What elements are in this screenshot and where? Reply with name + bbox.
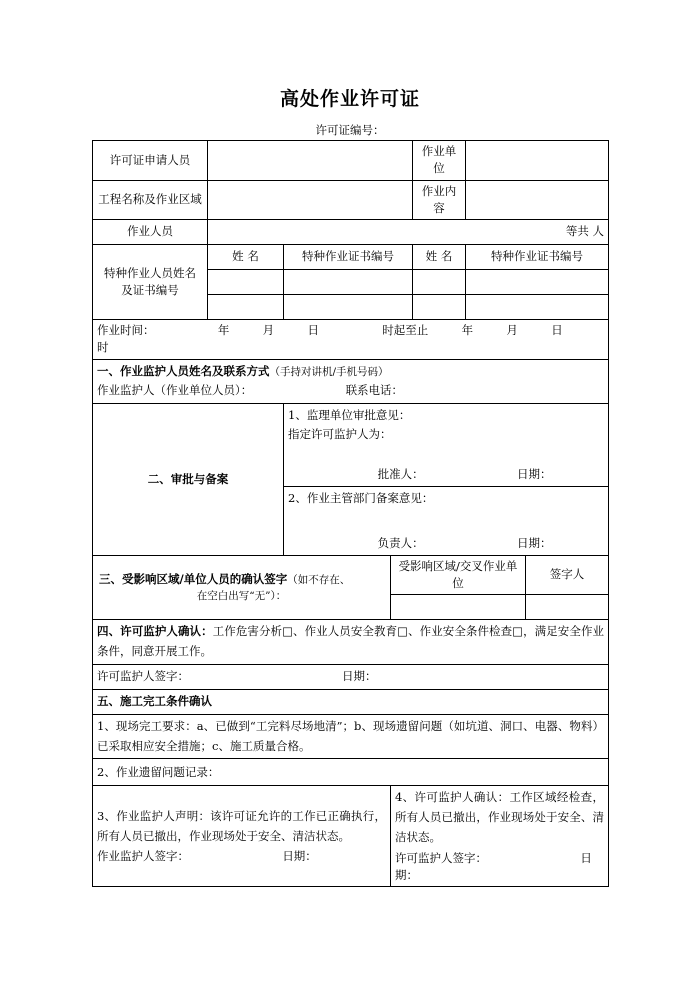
section-one-heading: 一、作业监护人员姓名及联系方式 [97, 363, 270, 378]
special-personnel-label [93, 245, 208, 320]
section-three-signer-value[interactable] [526, 595, 609, 620]
section-two-item2-signature-row[interactable] [288, 509, 604, 553]
special-cert-r1-c2[interactable] [466, 270, 609, 295]
section-one-heading-row [97, 362, 604, 382]
work-time-row[interactable] [93, 320, 609, 360]
section-five-title: 五、施工完工条件确认 [93, 689, 609, 714]
section-five-item1-text: 1、现场完工要求：a、已做到“工完料尽场地清”；b、现场遗留问题（如坑道、洞口、电器、物料）已采取相应安全措施；c、施工质量合格。 [97, 718, 604, 753]
section-four-cell [93, 620, 609, 665]
section-five-item3-cell [93, 786, 391, 887]
special-cert-r2-c1[interactable] [284, 295, 413, 320]
section-four-body[interactable]: 工作危害分析□、作业人员安全教育□、作业安全条件检查□，满足安全作业条件，同意开展工作。 [97, 624, 605, 659]
table-row-section-five-item2 [93, 759, 609, 786]
section-two-item2-date-label: 日期： [516, 535, 552, 550]
section-two-item1-signature-row[interactable] [288, 444, 604, 484]
applicant-label: 许可证申请人员 [93, 141, 208, 181]
work-time-day-2: 日 [551, 323, 563, 337]
section-three-heading-line2: 在空白出写“无”）： [196, 589, 287, 602]
table-row-project [93, 180, 609, 220]
table-row-section-three-header [93, 555, 609, 595]
special-personnel-label-line1: 特种作业人员姓名 [104, 265, 196, 280]
special-header-cert-1: 特种作业证书编号 [284, 245, 413, 270]
special-name-r1-c2[interactable] [413, 270, 466, 295]
work-time-from-to: 时起至止 [382, 323, 429, 337]
work-time-hour-2: 时 [97, 340, 109, 355]
special-name-r2-c2[interactable] [413, 295, 466, 320]
table-row-section-one [93, 359, 609, 403]
special-name-r2-c1[interactable] [208, 295, 284, 320]
special-header-name-2: 姓 名 [413, 245, 466, 270]
section-four-text [97, 622, 604, 662]
section-five-item4-signature-label: 许可监护人签字： [395, 850, 487, 865]
work-time-day: 日 [307, 323, 319, 337]
section-two-approver-label: 批准人： [377, 467, 424, 481]
supervisor-phone-label: 联系电话： [345, 383, 404, 398]
project-label: 工程名称及作业区域 [93, 180, 208, 220]
section-two-item1-line2: 指定许可监护人为： [288, 426, 392, 441]
table-row-work-time [93, 320, 609, 360]
section-five-item1-cell [93, 714, 609, 759]
work-time-month-2: 月 [506, 323, 518, 337]
section-one-fields-row[interactable] [97, 381, 604, 400]
work-time-month: 月 [262, 323, 275, 337]
special-header-name-1: 姓 名 [208, 245, 284, 270]
section-two-item2-line1: 2、作业主管部门备案意见： [288, 491, 434, 506]
work-unit-label: 作业单位 [413, 141, 466, 181]
workers-label: 作业人员 [93, 220, 208, 245]
section-two-item2-cell[interactable] [284, 487, 609, 556]
special-cert-r1-c1[interactable] [284, 270, 413, 295]
section-five-item3-date-label: 日期： [282, 849, 317, 864]
table-row-section-five-items34 [93, 786, 609, 887]
work-time-year-2: 年 [461, 323, 474, 337]
applicant-value[interactable] [208, 141, 413, 181]
table-row-workers [93, 220, 609, 245]
permit-form-table [92, 140, 609, 887]
section-two-responsible-label: 负责人： [377, 535, 424, 550]
section-five-item3-signature-row[interactable] [97, 848, 386, 865]
table-row-applicant [93, 141, 609, 181]
section-four-signature-cell[interactable] [93, 664, 609, 689]
section-two-item1-date-label: 日期： [516, 467, 552, 481]
section-one-cell [93, 359, 609, 403]
section-five-item4-date-label: 日期： [395, 850, 592, 882]
table-row-section-five-title [93, 689, 609, 714]
section-three-heading-note: （如不存在、 [287, 573, 351, 586]
section-three-area-value[interactable] [391, 595, 526, 620]
work-content-label: 作业内容 [413, 180, 466, 220]
table-row-section-four [93, 620, 609, 665]
section-five-item2-cell[interactable]: 2、作业遗留问题记录： [93, 759, 609, 786]
special-name-r1-c1[interactable] [208, 270, 284, 295]
section-three-col-area-header: 受影响区域/交叉作业单位 [391, 555, 526, 595]
section-two-item1-line1: 1、监理单位审批意见： [288, 407, 411, 422]
section-five-item3-signature-label: 作业监护人签字： [97, 849, 189, 864]
section-four-heading: 四、许可监护人确认： [97, 624, 213, 639]
section-five-item4-signature-row[interactable] [395, 850, 604, 885]
section-five-item3-body: 3、作业监护人声明：该许可证允许的工作已正确执行，所有人员已撤出，作业现场处于安全、清洁状态。 [97, 808, 386, 843]
section-five-item4-body: 4、许可监护人确认：工作区域经检查，所有人员已撤出，作业现场处于安全、清洁状态。 [395, 790, 604, 844]
section-two-title: 二、审批与备案 [93, 403, 284, 555]
section-three-heading [93, 555, 391, 620]
section-four-date-label: 日期： [341, 669, 377, 684]
page-title: 高处作业许可证 [279, 88, 420, 110]
work-time-year: 年 [217, 323, 230, 337]
work-time-label: 作业时间： [97, 323, 155, 337]
section-four-signature-label: 许可监护人签字： [97, 669, 189, 684]
special-personnel-label-line2: 及证书编号 [121, 283, 179, 297]
section-two-item1-cell[interactable] [284, 403, 609, 487]
project-value[interactable] [208, 180, 413, 220]
section-one-heading-note: （手持对讲机/手机号码） [269, 365, 389, 378]
section-three-col-signer-header: 签字人 [526, 555, 609, 595]
special-cert-r2-c2[interactable] [466, 295, 609, 320]
section-three-heading-line1-row [97, 571, 386, 589]
table-row-special-header [93, 245, 609, 270]
table-row-section-five-item1 [93, 714, 609, 759]
supervisor-name-label: 作业监护人（作业单位人员）： [97, 383, 253, 398]
work-unit-value[interactable] [466, 141, 609, 181]
section-five-item4-cell [391, 786, 609, 887]
table-row-section-four-signature [93, 664, 609, 689]
permit-number-label: 许可证编号： [315, 123, 385, 137]
table-row-section-two-item1 [93, 403, 609, 487]
section-three-heading-line1: 三、受影响区域/单位人员的确认签字 [99, 571, 288, 586]
workers-total-label[interactable]: 等共 人 [208, 220, 609, 245]
special-header-cert-2: 特种作业证书编号 [466, 245, 609, 270]
work-content-value[interactable] [466, 180, 609, 220]
